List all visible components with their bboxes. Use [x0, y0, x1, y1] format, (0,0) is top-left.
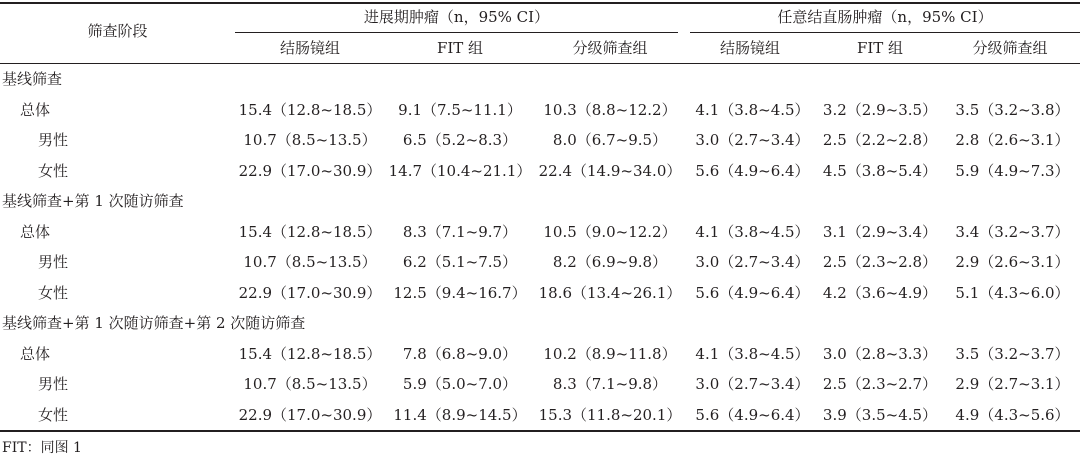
subheader-fit-advanced: FIT 组	[436, 39, 484, 57]
table-row	[0, 278, 1080, 308]
section-label: 基线筛查+第 1 次随访筛查+第 2 次随访筛查	[2, 314, 306, 332]
table-cell: 14.7（10.4~21.1）	[388, 161, 532, 180]
table-cell: 22.9（17.0~30.9）	[238, 283, 382, 302]
header-group-advanced: 进展期肿瘤（n，95% CI）	[363, 8, 550, 26]
table-row	[0, 400, 1080, 430]
table-cell: 11.4（8.9~14.5）	[393, 405, 527, 424]
table-row	[0, 369, 1080, 399]
bottom-rule	[0, 430, 1080, 432]
subheader-fit-any: FIT 组	[856, 39, 904, 57]
table-cell: 5.6（4.9~6.4）	[695, 161, 810, 180]
table-cell: 5.9（5.0~7.0）	[402, 375, 518, 393]
subheader-colonoscopy-advanced: 结肠镜组	[279, 39, 340, 57]
table-row	[0, 125, 1080, 155]
row-label: 总体	[20, 100, 51, 119]
subheader-colonoscopy-any: 结肠镜组	[719, 39, 780, 57]
section-label: 基线筛查	[2, 70, 63, 88]
top-rule	[0, 2, 1080, 4]
table-cell: 10.5（9.0~12.2）	[543, 222, 677, 241]
table-row	[0, 95, 1080, 125]
table-cell: 2.9（2.6~3.1）	[955, 253, 1070, 271]
table-cell: 8.3（7.1~9.8）	[552, 375, 668, 393]
table-cell: 2.9（2.7~3.1）	[955, 375, 1070, 393]
table-cell: 15.4（12.8~18.5）	[238, 100, 382, 119]
table-cell: 15.4（12.8~18.5）	[238, 344, 382, 363]
table-cell: 4.2（3.6~4.9）	[822, 283, 938, 302]
row-label: 总体	[20, 344, 51, 363]
footnote: FIT：同图 1	[2, 440, 82, 456]
table-cell: 18.6（13.4~26.1）	[538, 283, 682, 302]
table-cell: 5.9（4.9~7.3）	[955, 161, 1070, 180]
section-row	[0, 64, 1080, 94]
table-cell: 2.8（2.6~3.1）	[955, 131, 1070, 149]
table-cell: 3.1（2.9~3.4）	[822, 222, 938, 241]
table-cell: 4.1（3.8~4.5）	[695, 222, 810, 241]
table-cell: 4.5（3.8~5.4）	[822, 161, 938, 180]
table-cell: 4.9（4.3~5.6）	[955, 405, 1070, 424]
row-label: 女性	[38, 161, 69, 180]
table-row	[0, 247, 1080, 277]
table-cell: 2.5（2.3~2.8）	[822, 253, 938, 271]
table-cell: 7.8（6.8~9.0）	[402, 344, 518, 363]
table-cell: 10.2（8.9~11.8）	[543, 344, 677, 363]
table-cell: 12.5（9.4~16.7）	[393, 283, 527, 302]
table-cell: 3.5（3.2~3.7）	[955, 344, 1070, 363]
header-group-any: 任意结直肠肿瘤（n，95% CI）	[777, 8, 993, 26]
table-cell: 5.6（4.9~6.4）	[695, 283, 810, 302]
row-label: 女性	[38, 405, 69, 424]
table-cell: 3.0（2.7~3.4）	[695, 253, 810, 271]
group-any-underline	[690, 32, 1080, 33]
section-row	[0, 308, 1080, 338]
table-cell: 8.0（6.7~9.5）	[552, 131, 668, 149]
table-cell: 5.6（4.9~6.4）	[695, 405, 810, 424]
table-cell: 22.4（14.9~34.0）	[538, 161, 682, 180]
table-cell: 10.3（8.8~12.2）	[543, 100, 677, 119]
table-cell: 3.5（3.2~3.8）	[955, 100, 1070, 119]
row-label: 女性	[38, 283, 69, 302]
header-stage-label: 筛查阶段	[87, 22, 148, 40]
table-cell: 5.1（4.3~6.0）	[955, 283, 1070, 302]
subheader-tiered-any: 分级筛查组	[972, 39, 1048, 57]
table-cell: 15.4（12.8~18.5）	[238, 222, 382, 241]
table-cell: 3.0（2.7~3.4）	[695, 375, 810, 393]
table-cell: 8.3（7.1~9.7）	[402, 222, 518, 241]
table-cell: 3.4（3.2~3.7）	[955, 222, 1070, 241]
table-cell: 8.2（6.9~9.8）	[552, 253, 668, 271]
group-advanced-underline	[235, 32, 678, 33]
table-cell: 3.2（2.9~3.5）	[822, 100, 938, 119]
table-cell: 3.0（2.7~3.4）	[695, 131, 810, 149]
table-cell: 3.0（2.8~3.3）	[822, 344, 938, 363]
table-row	[0, 217, 1080, 247]
table-cell: 22.9（17.0~30.9）	[238, 405, 382, 424]
table-cell: 2.5（2.2~2.8）	[822, 131, 938, 149]
row-label: 总体	[20, 222, 51, 241]
table-cell: 2.5（2.3~2.7）	[822, 375, 938, 393]
table-row	[0, 339, 1080, 369]
table-cell: 4.1（3.8~4.5）	[695, 100, 810, 119]
row-label: 男性	[38, 375, 69, 393]
table-cell: 3.9（3.5~4.5）	[822, 405, 938, 424]
table-cell: 10.7（8.5~13.5）	[243, 375, 377, 393]
table-cell: 9.1（7.5~11.1）	[398, 100, 522, 119]
section-row	[0, 186, 1080, 216]
row-label: 男性	[38, 131, 69, 149]
section-label: 基线筛查+第 1 次随访筛查	[2, 192, 184, 210]
table-cell: 10.7（8.5~13.5）	[243, 131, 377, 149]
table-cell: 6.2（5.1~7.5）	[402, 253, 518, 271]
table-cell: 4.1（3.8~4.5）	[695, 344, 810, 363]
table-cell: 10.7（8.5~13.5）	[243, 253, 377, 271]
row-label: 男性	[38, 253, 69, 271]
subheader-tiered-advanced: 分级筛查组	[572, 39, 648, 57]
table-row	[0, 156, 1080, 186]
table-cell: 22.9（17.0~30.9）	[238, 161, 382, 180]
table-cell: 15.3（11.8~20.1）	[538, 405, 682, 424]
table-cell: 6.5（5.2~8.3）	[402, 131, 518, 149]
